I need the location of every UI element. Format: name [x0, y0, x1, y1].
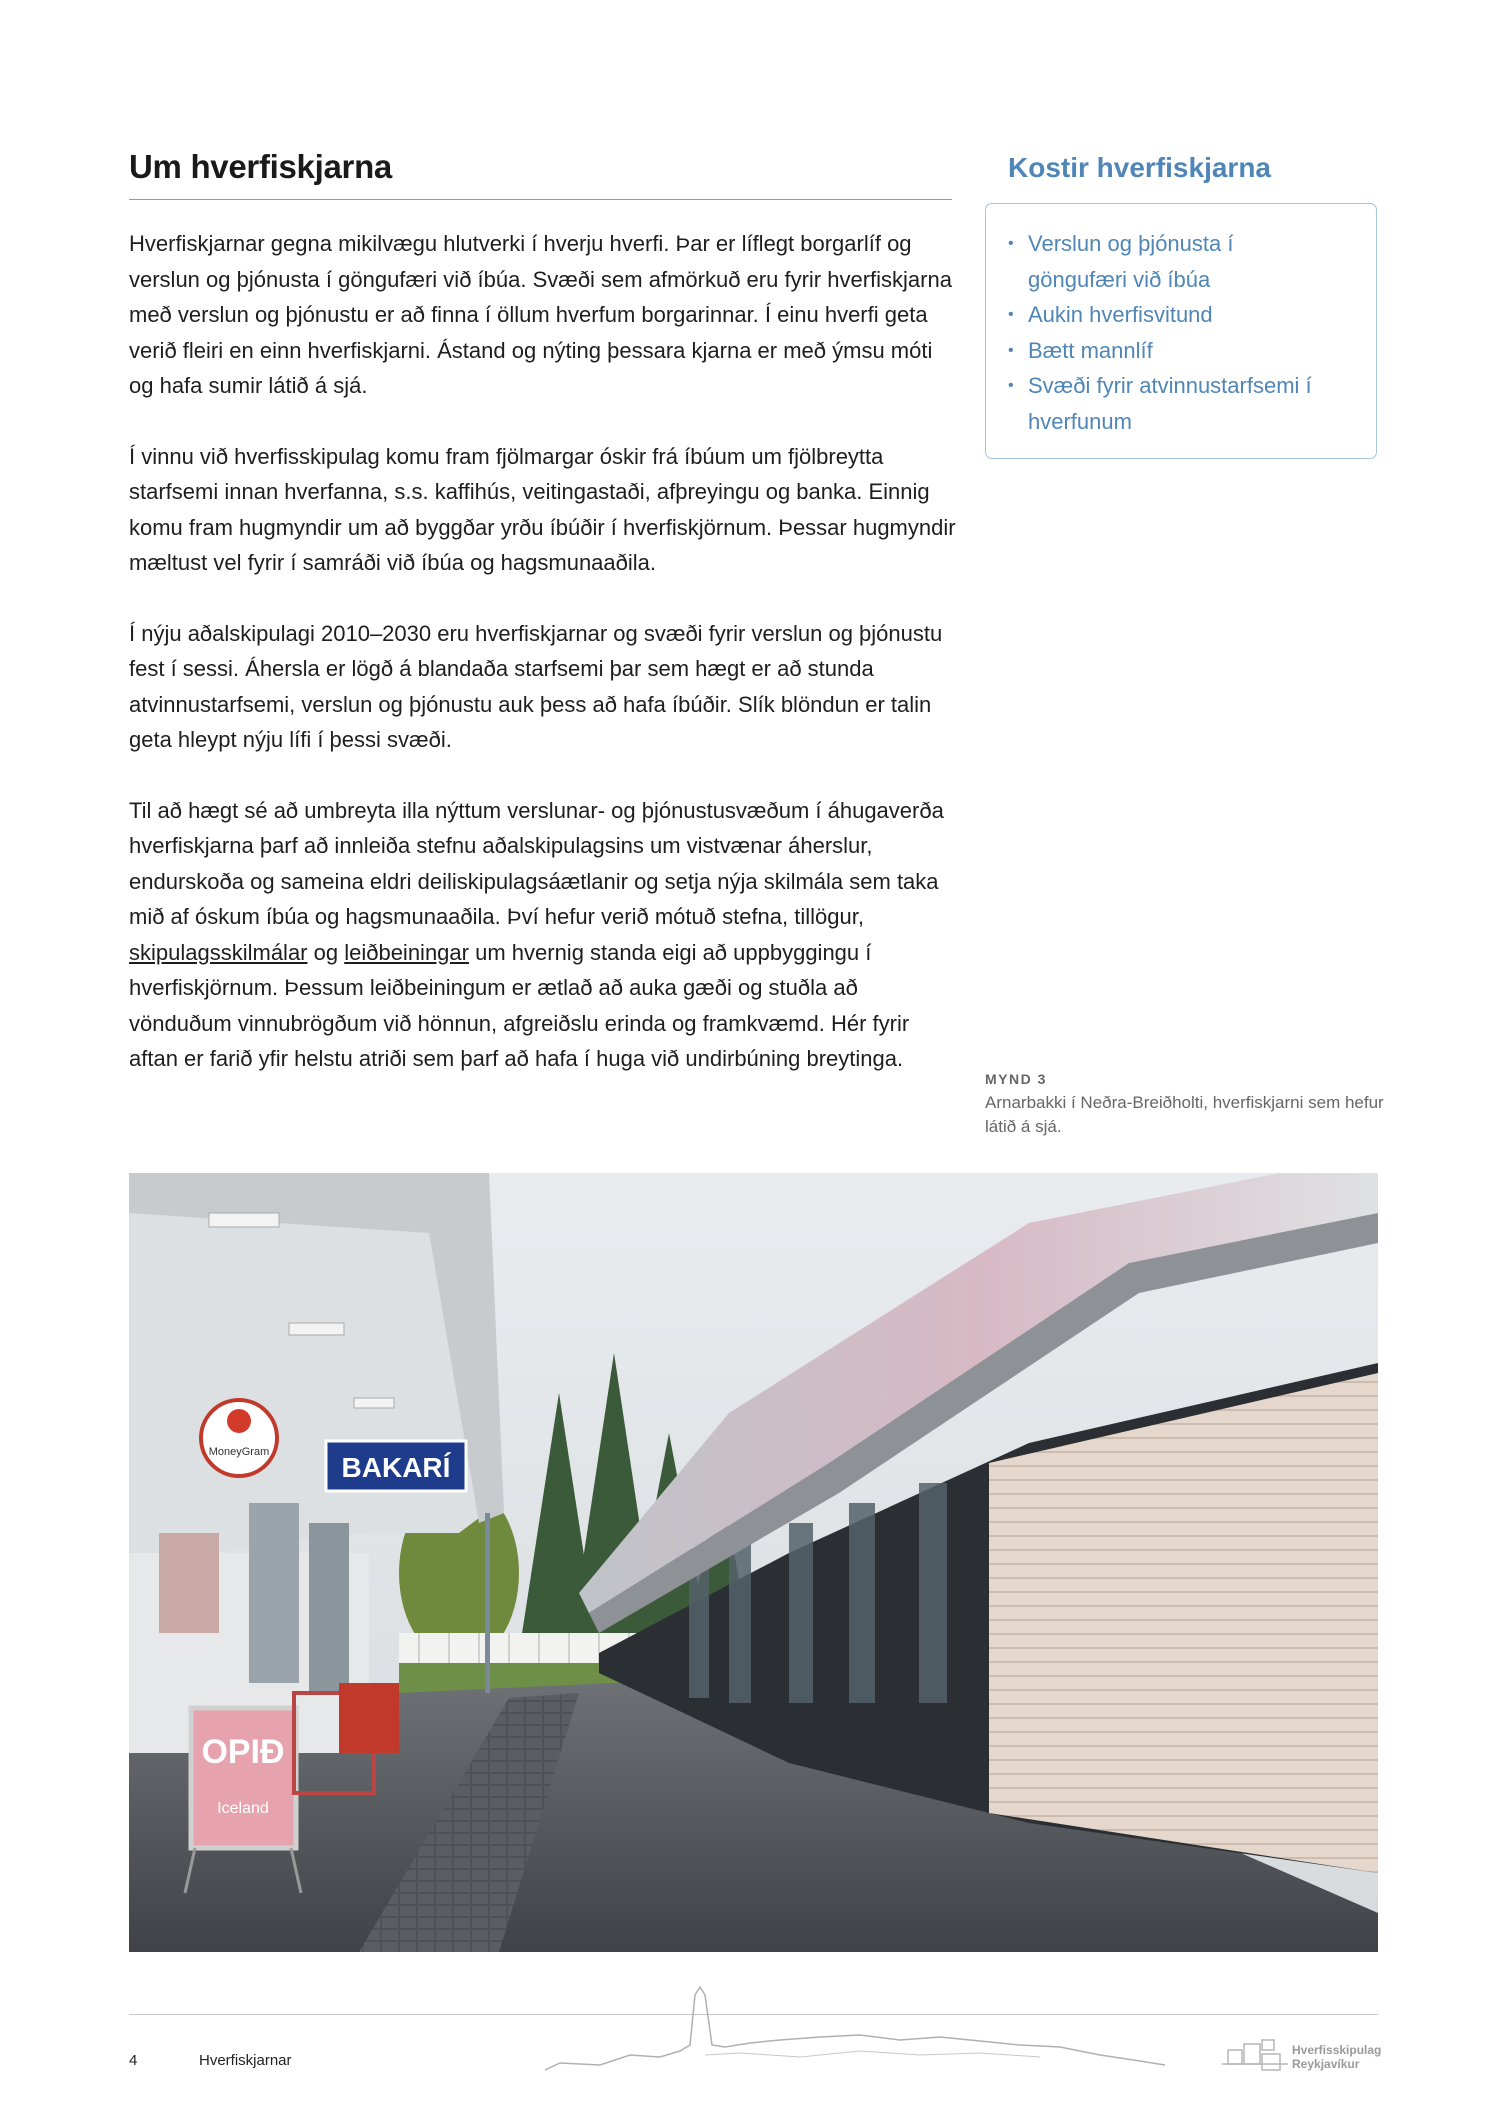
- benefit-label: Svæði fyrir atvinnustarfsemi í hverfunum: [1028, 373, 1312, 434]
- benefit-item: [1006, 368, 1356, 439]
- page-title: Um hverfiskjarna: [129, 148, 392, 185]
- skipulagsskilmalar-link[interactable]: skipulagsskilmálar: [129, 939, 308, 965]
- paragraph-2: Í vinnu við hverfisskipulag komu fram fjölmargar óskir frá íbúum um fjölbreytta starfsemi innan hverfanna, s.s. kaffihús, veitingastaði, afþreyingu og banka. Einnig komu fram hugmyndir um að byggðar yrðu íbúðir í hverfiskjörnum. Þessar hugmyndir mæltust vel fyrir í samráði við íbúa og hagsmunaaðila.: [129, 443, 956, 575]
- paragraph-4: [129, 793, 959, 1077]
- benefit-label: Aukin hverfisvitund: [1028, 302, 1213, 327]
- body-text: [129, 226, 959, 1112]
- paragraph-4-part-2: og: [307, 939, 345, 965]
- logo-line-2: Reykjavíkur: [1292, 2057, 1360, 2071]
- benefit-item: [1006, 333, 1356, 369]
- figure-label: MYND 3: [985, 1071, 1047, 1087]
- opid-sign-text: OPIÐ: [201, 1733, 285, 1771]
- benefit-item: [1006, 297, 1356, 333]
- leidbeiningar-link[interactable]: leiðbeiningar: [344, 939, 469, 965]
- paragraph-4-part-3: um hvernig standa eigi að uppbyggingu í hverfiskjörnum. Þessum leiðbeiningum er ætlað að auka gæði og stuðla að vönduðum vinnubrögðum við hönnun, afgreiðslu erinda og framkvæmd. Hér fyrir aftan er farið yfir helstu atriði sem þarf að hafa í huga við undirbúning breytinga.: [129, 939, 910, 1071]
- bullet-icon: •: [1008, 377, 1014, 394]
- skyline-illustration: [540, 1985, 1170, 2075]
- paragraph-3: Í nýju aðalskipulagi 2010–2030 eru hverfiskjarnar og svæði fyrir verslun og þjónustu fest í sessi. Áhersla er lögð á blandaða starfsemi þar sem hægt er að stunda atvinnustarfsemi, verslun og þjónustu auk þess að hafa íbúðir. Slík blöndun er talin geta hleypt nýju lífi í þessi svæði.: [129, 620, 943, 752]
- paragraph-4-part-1: Til að hægt sé að umbreyta illa nýttum verslunar- og þjónustusvæðum í áhugaverða hverfiskjarna þarf að innleiða stefnu aðalskipulagsins um vistvænar áherslur, endurskoða og sameina eldri deiliskipulagsáætlanir og setja nýja skilmála sem taka mið af óskum íbúa og hagsmunaaðila. Því hefur verið mótuð stefna, tillögur,: [129, 797, 944, 929]
- iceland-sign-text: Iceland: [217, 1800, 269, 1817]
- benefit-label: Verslun og þjónusta í göngufæri við íbúa: [1028, 231, 1234, 292]
- bullet-icon: •: [1008, 306, 1014, 323]
- figure-caption-text: Arnarbakki í Neðra-Breiðholti, hverfiskjarni sem hefur látið á sjá.: [985, 1093, 1384, 1136]
- figure-caption: [985, 1071, 1385, 1139]
- photo-illustration: [129, 1173, 1378, 1952]
- footer-section-title: Hverfiskjarnar: [199, 2052, 292, 2069]
- bullet-icon: •: [1008, 235, 1014, 252]
- paragraph-1: Hverfiskjarnar gegna mikilvægu hlutverki í hverju hverfi. Þar er líflegt borgarlíf og verslun og þjónusta í göngufæri við íbúa. Svæði sem afmörkuð eru fyrir hverfiskjarna með verslun og þjónustu er að finna í öllum hverfum borgarinnar. Í einu hverfi geta verið fleiri en einn hverfiskjarni. Ástand og nýting þessara kjarna er með ýmsu móti og hafa sumir látið á sjá.: [129, 231, 952, 398]
- title-divider: [129, 199, 952, 200]
- bullet-icon: •: [1008, 341, 1014, 359]
- moneygram-sign-text: MoneyGram: [208, 1446, 270, 1458]
- bakari-sign-text: BAKARÍ: [341, 1452, 451, 1483]
- benefits-box: [985, 203, 1377, 459]
- benefit-item: [1006, 226, 1356, 297]
- logo-line-1: Hverfisskipulag: [1292, 2043, 1382, 2057]
- page-number: 4: [129, 2052, 138, 2069]
- sidebar-title: Kostir hverfiskjarna: [1008, 152, 1271, 183]
- benefits-list: [986, 204, 1376, 439]
- photo-arnarbakki: [129, 1173, 1378, 1952]
- logo-text: [1292, 2043, 1381, 2071]
- benefit-label: Bætt mannlíf: [1028, 337, 1153, 363]
